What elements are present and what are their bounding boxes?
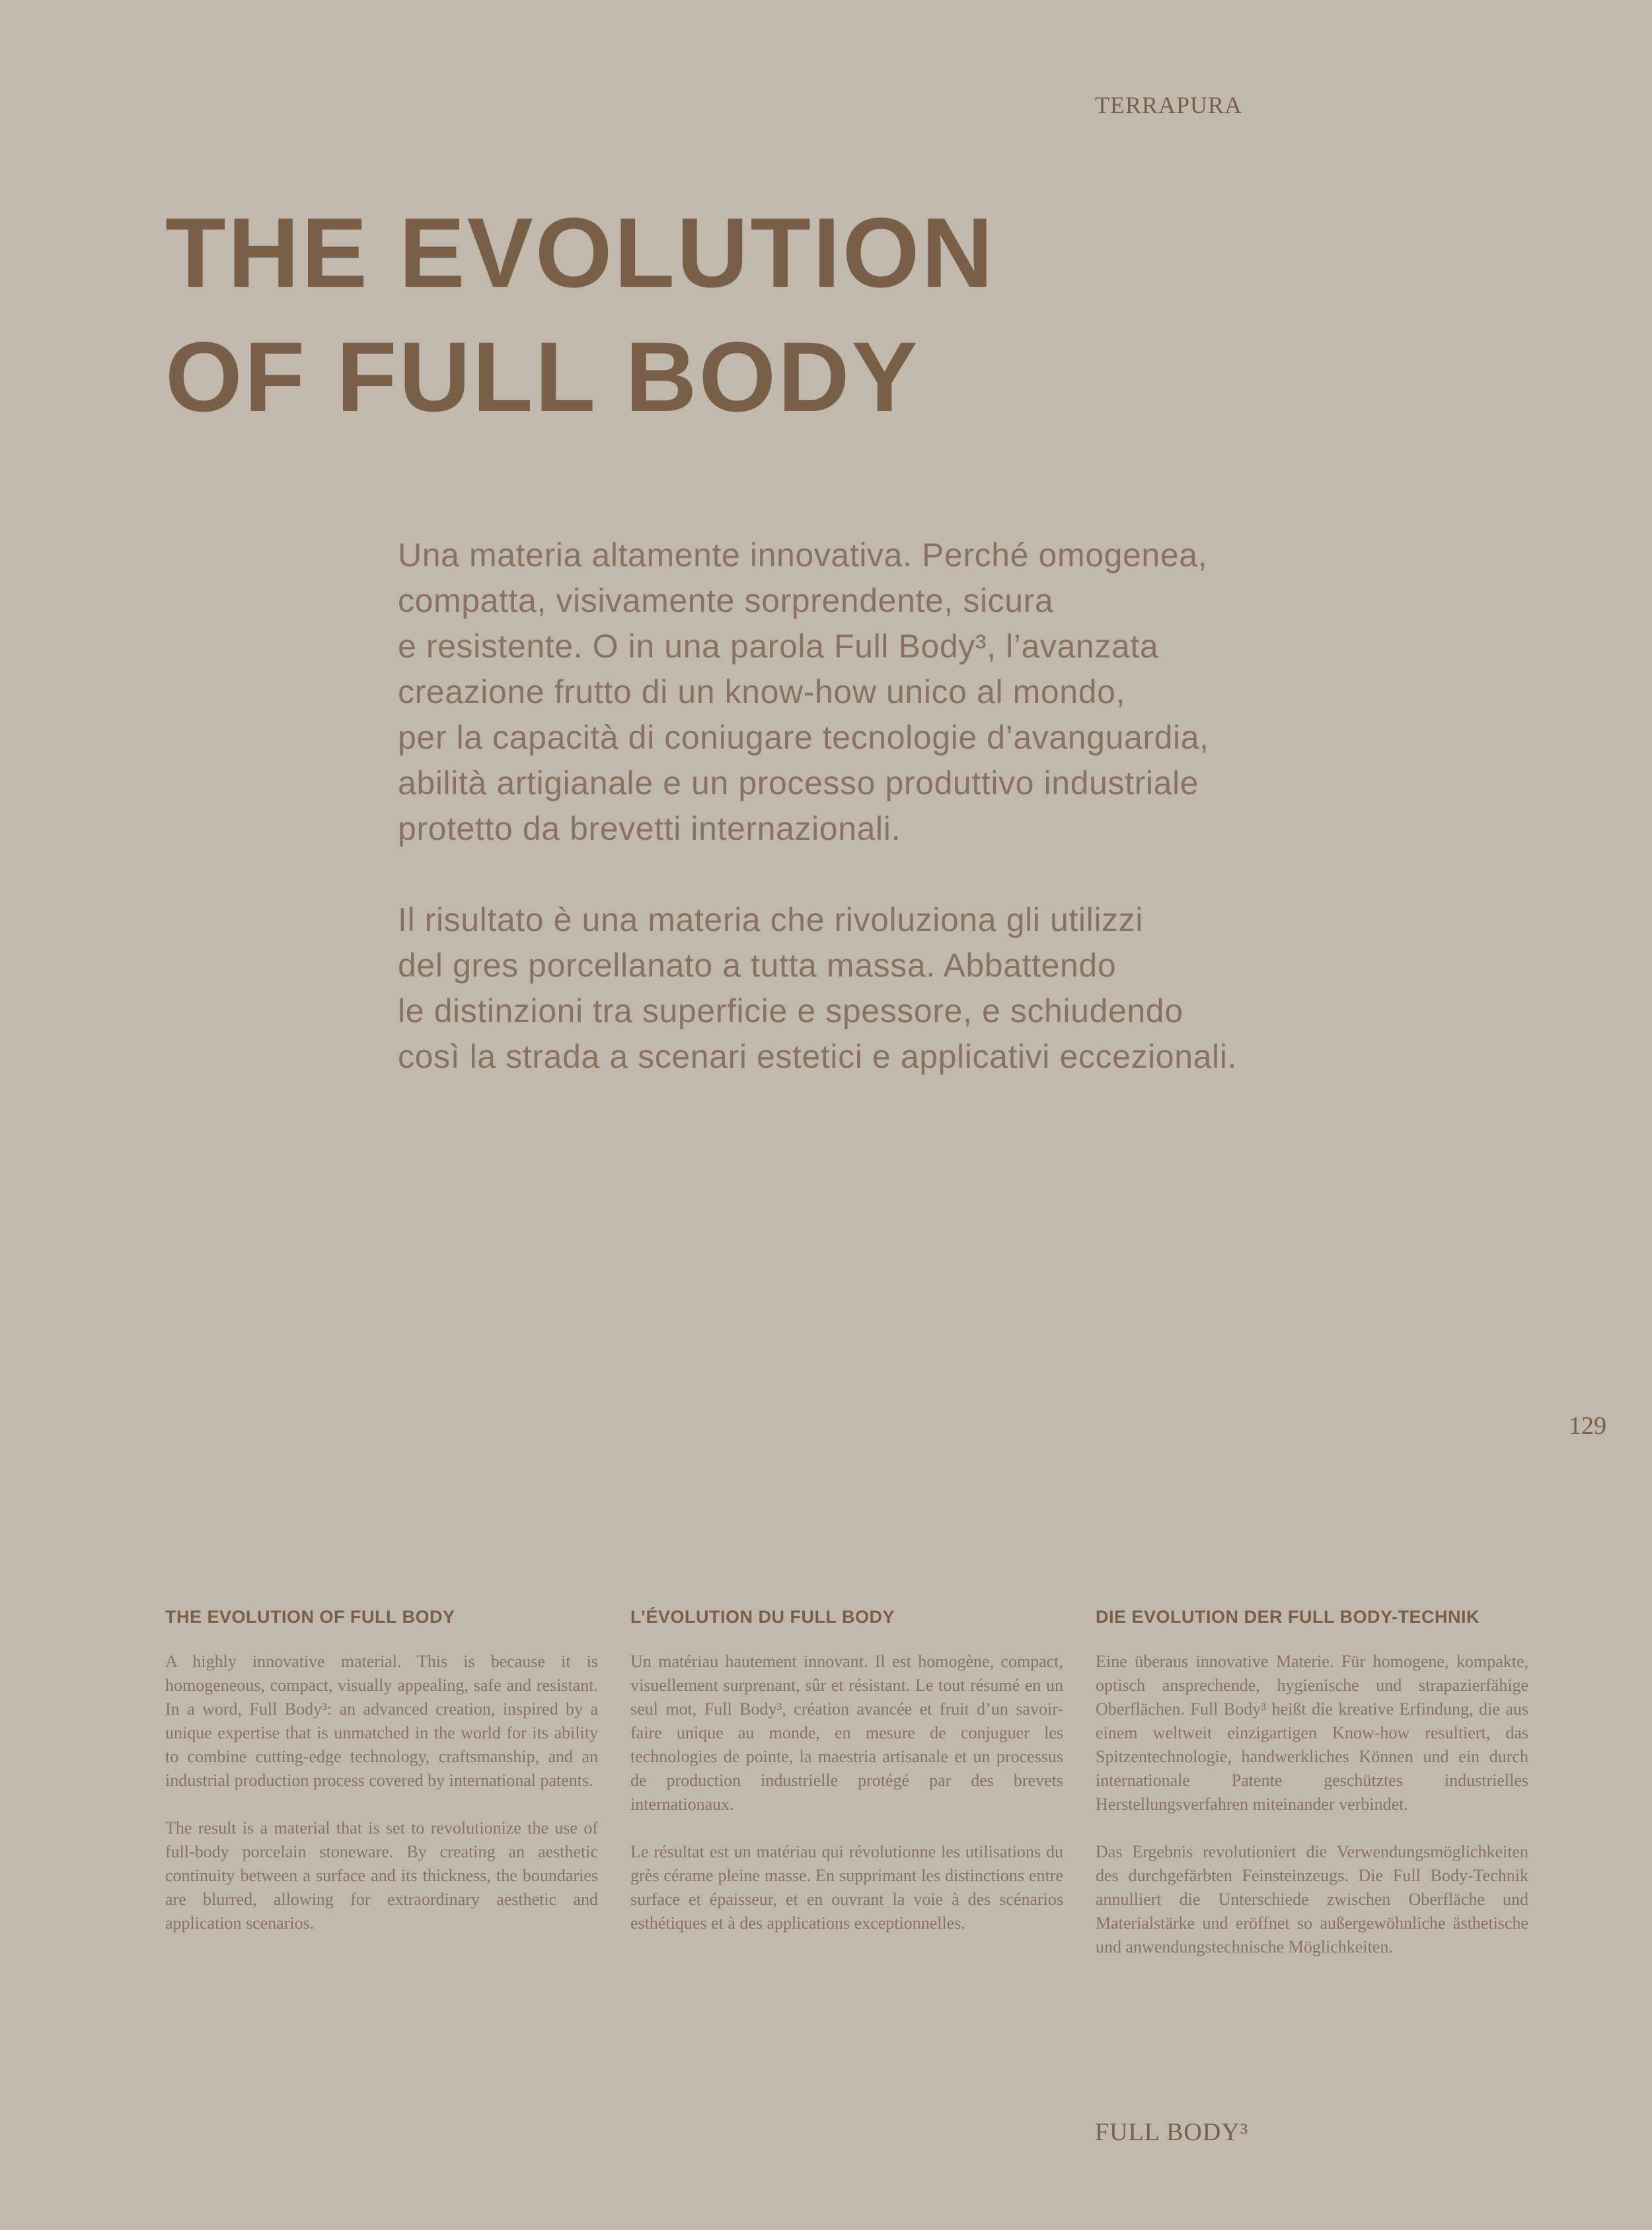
column-paragraph-english-1: A highly innovative material. This is because it is homogeneous, compact, visually appealing, safe and resistant. In a word, Full Body³: an advanced creation, inspired by a unique expertise that is unmatched in the world for its ability to combine cutting-edge technology, craftsmanship, and an industrial production process covered by international patents. <box>165 1652 598 1790</box>
intro-paragraph-2 <box>398 897 1336 1080</box>
column-german <box>1096 1607 1528 1983</box>
intro-line: compatta, visivamente sorprendente, sicura <box>398 582 1054 619</box>
page-title <box>165 190 1222 439</box>
column-heading-french: L’ÉVOLUTION DU FULL BODY <box>630 1607 895 1627</box>
brand-label-bottom: FULL BODY³ <box>1095 2118 1249 2146</box>
intro-paragraph-1 <box>398 533 1336 852</box>
column-english <box>165 1607 598 1959</box>
column-paragraph-french-2: Le résultat est un matériau qui révolutionne les utilisations du grès cérame pleine masse. En supprimant les distinctions entre surface et épaisseur, et en ouvrant la voie à des scénarios esthétiques et à des applications exceptionnelles. <box>630 1842 1063 1933</box>
intro-line: abilità artigianale e un processo produttivo industriale <box>398 764 1199 801</box>
brand-label-top: TERRAPURA <box>1095 92 1243 118</box>
intro-line: del gres porcellanato a tutta massa. Abbattendo <box>398 947 1117 984</box>
intro-line: protetto da brevetti internazionali. <box>398 810 901 847</box>
page-number: 129 <box>1569 1412 1606 1440</box>
intro-line: e resistente. O in una parola Full Body³, l’avanzata <box>398 628 1159 665</box>
intro-text <box>398 533 1336 1125</box>
intro-line: Una materia altamente innovativa. Perché omogenea, <box>398 537 1208 574</box>
page-title-line-2: OF FULL BODY <box>165 321 920 432</box>
page-title-line-1: THE EVOLUTION <box>165 197 995 308</box>
column-paragraph-german-2: Das Ergebnis revolutioniert die Verwendungsmöglichkeiten des durchgefärbten Feinsteinzeugs. Die Full Body-Technik annulliert die Unterschiede zwischen Oberfläche und Materialstärke und eröffnet so außergewöhnliche ästhetische und anwendungstechnische Möglichkeiten. <box>1096 1842 1528 1956</box>
column-french <box>630 1607 1063 1959</box>
intro-line: Il risultato è una materia che rivoluziona gli utilizzi <box>398 901 1143 938</box>
column-paragraph-french-1: Un matériau hautement innovant. Il est homogène, compact, visuellement surprenant, sûr et résistant. Le tout résumé en un seul mot, Full Body³, création avancée et fruit d’un savoir-faire unique au monde, en mesure de conjuguer les technologies de pointe, la maestria artisanale et un processus de production industrielle protégé par des brevets internationaux. <box>630 1652 1063 1814</box>
column-paragraph-german-1: Eine überaus innovative Materie. Für homogene, kompakte, optisch ansprechende, hygienische und strapazierfähige Oberflächen. Full Body³ heißt die kreative Erfindung, die aus einem weltweit einzigartigen Know-how resultiert, das Spitzentechnologie, handwerkliches Können und ein durch internationale Patente geschütztes industrielles Herstellungsverfahren miteinander verbindet. <box>1096 1652 1528 1814</box>
column-heading-german: DIE EVOLUTION DER FULL BODY-TECHNIK <box>1096 1607 1480 1627</box>
column-heading-english: THE EVOLUTION OF FULL BODY <box>165 1607 455 1627</box>
column-paragraph-english-2: The result is a material that is set to revolutionize the use of full-body porcelain stoneware. By creating an aesthetic continuity between a surface and its thickness, the boundaries are blurred, allowing for extraordinary aesthetic and application scenarios. <box>165 1818 598 1933</box>
intro-line: creazione frutto di un know-how unico al mondo, <box>398 673 1126 710</box>
intro-line: le distinzioni tra superficie e spessore, e schiudendo <box>398 992 1183 1029</box>
intro-line: così la strada a scenari estetici e applicativi eccezionali. <box>398 1038 1237 1075</box>
intro-line: per la capacità di coniugare tecnologie d’avanguardia, <box>398 719 1209 756</box>
